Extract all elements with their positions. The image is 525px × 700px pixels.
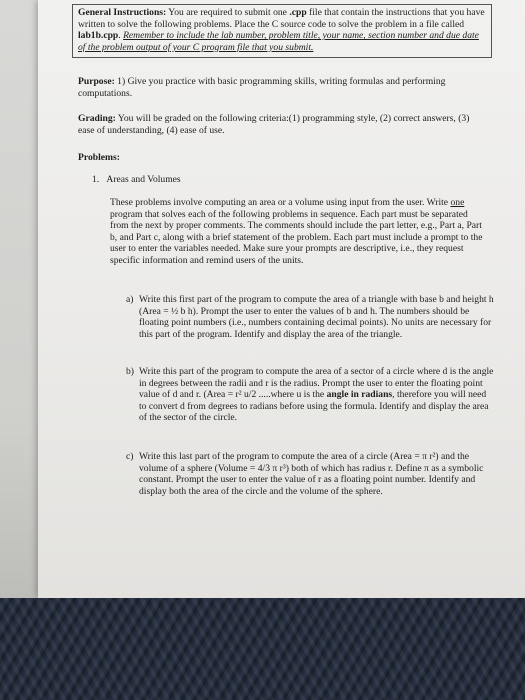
instructions-label: General Instructions: xyxy=(78,7,167,18)
purpose-section xyxy=(78,76,478,99)
emphasis-one: one xyxy=(450,197,465,208)
part-b xyxy=(126,366,496,424)
problem-1-title xyxy=(92,174,292,186)
part-c xyxy=(126,451,496,497)
grading-text: You will be graded on the following criteria:(1) programming style, (2) correct answers, (3) ease of understanding, (4) ease of use. xyxy=(78,113,470,136)
grading-section xyxy=(78,113,488,136)
instructions-extension: .cpp xyxy=(289,7,307,18)
grading-label: Grading: xyxy=(78,113,116,124)
problem-title: Areas and Volumes xyxy=(106,174,181,185)
purpose-text: 1) Give you practice with basic programming skills, writing formulas and performing computations. xyxy=(78,76,446,99)
purpose-label: Purpose: xyxy=(78,76,115,87)
part-b-text-2: , therefore you will need to convert d from degrees to radians before using the formula. Identify and display the area of the sector of the circle. xyxy=(139,389,489,424)
fabric-background xyxy=(0,598,525,700)
instructions-text-3: . xyxy=(118,30,124,42)
part-c-text: Write this last part of the program to compute the area of a circle (Area = π r²) and the volume of a sphere (Volume = 4/3 π r³) both of which has radius r. Define π as a symbolic constant. Prompt the user to enter the value of r as a floating point number. Identify and display both the area of the circle and the volume of the sphere. xyxy=(139,451,484,497)
part-a-letter: a) xyxy=(126,294,134,305)
instructions-reminder: Remember to include the lab number, problem title, your name, section number and due date of the problem output of your C program file that you submit. xyxy=(78,30,479,53)
instructions-text-1: You are required to submit one xyxy=(166,7,290,18)
part-c-letter: c) xyxy=(126,451,134,462)
problem-number: 1. xyxy=(92,174,100,185)
general-instructions-box xyxy=(72,4,492,58)
part-a xyxy=(126,294,496,340)
problem-intro: These problems involve computing an area or a volume using input from the user. Write one program that solves each of the following problems in sequence. Each part must be separated from the next by proper comments. The comments should include the part letter, e.g., Part a, Part b, and Part c, along with a brief statement of the problem. Each part must include a prompt to the user to enter the variables needed. Make sure your prompts are descriptive, i.e., they request specific information and remind users of the units. xyxy=(110,197,483,266)
problems-heading: Problems: xyxy=(78,152,120,163)
part-b-letter: b) xyxy=(126,366,134,377)
part-b-text-1: Write this part of the program to compute the area of a sector of a circle where d is the angle in degrees between the radii and r is the radius. Prompt the user to enter the floating point value of d and r. (Area = r² u/2 .....where u is the xyxy=(139,366,494,401)
instructions-filename: lab1b.cpp xyxy=(78,30,119,42)
part-b-bold: angle in radians xyxy=(326,389,393,401)
part-a-text: Write this first part of the program to compute the area of a triangle with base b and height h (Area = ½ b h). Prompt the user to enter the values of b and h. The numbers should be floating point numbers (i.e., numbers containing decimal points). No units are necessary for this part of the program. Identify and display the area of the triangle. xyxy=(139,294,494,340)
instructions-text-2: file that contain the instructions that you have written to solve the following problems. Place the C source code to solve the problem in a file called xyxy=(78,7,485,30)
